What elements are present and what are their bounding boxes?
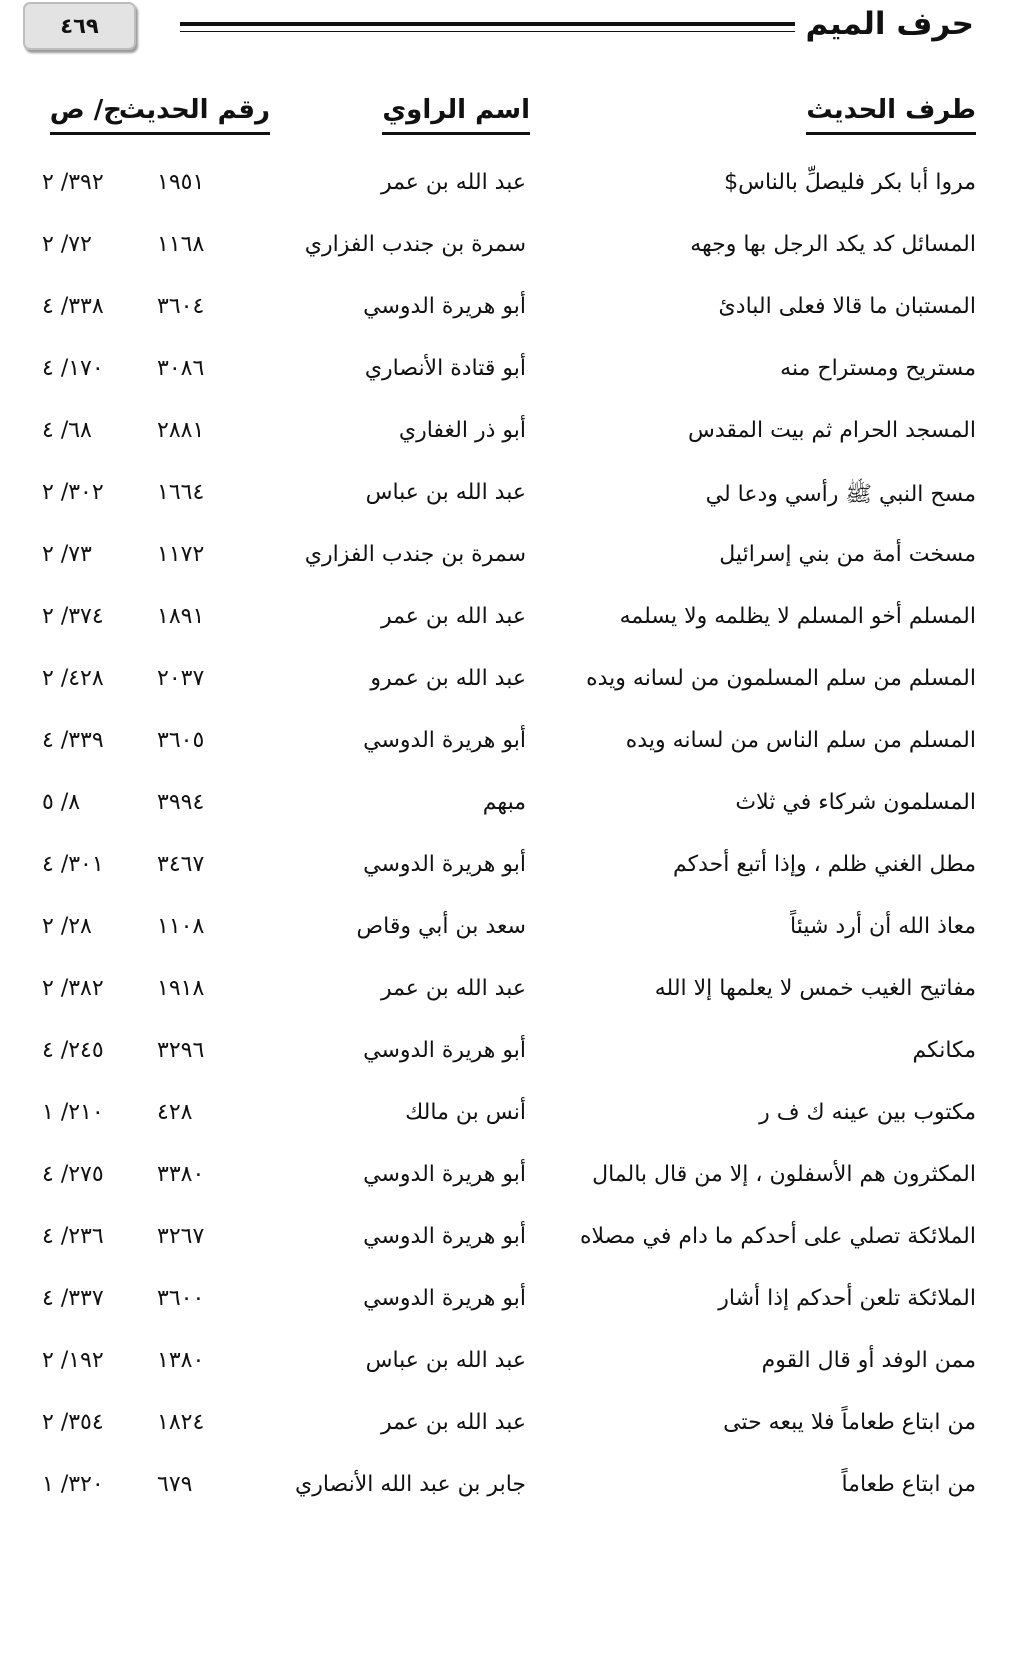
hadith-number: ٣٦٠٤ bbox=[157, 294, 205, 319]
column-header-underline bbox=[806, 132, 976, 135]
column-header-narrator bbox=[382, 95, 530, 125]
volume-page-ref: ٣٩٢/ ٢ bbox=[42, 170, 104, 195]
hadith-number: ١١٦٨ bbox=[157, 232, 205, 257]
table-row bbox=[0, 1150, 1010, 1212]
hadith-number: ٣٦٠٥ bbox=[157, 728, 205, 753]
header-rule-thick bbox=[180, 22, 795, 26]
narrator-name: أبو هريرة الدوسي bbox=[363, 1224, 526, 1249]
hadith-text: مكانكم bbox=[912, 1038, 976, 1063]
narrator-name: عبد الله بن عباس bbox=[365, 480, 526, 505]
volume-page-ref: ٢٨/ ٢ bbox=[42, 914, 92, 939]
hadith-number: ٣٩٩٤ bbox=[157, 790, 205, 815]
table-row bbox=[0, 840, 1010, 902]
hadith-number: ٦٧٩ bbox=[157, 1472, 193, 1497]
narrator-name: عبد الله بن عمر bbox=[380, 170, 526, 195]
hadith-text: مطل الغني ظلم ، وإذا أتبع أحدكم bbox=[673, 852, 976, 877]
column-header-juz-page bbox=[50, 95, 122, 125]
table-row bbox=[0, 1274, 1010, 1336]
column-header-hadith-label: طرف الحديث bbox=[806, 95, 976, 125]
table-row bbox=[0, 592, 1010, 654]
hadith-text: المسلم من سلم المسلمون من لسانه ويده bbox=[586, 666, 976, 691]
narrator-name: أبو هريرة الدوسي bbox=[363, 1038, 526, 1063]
column-headers bbox=[0, 95, 1010, 155]
volume-page-ref: ٢٤٥/ ٤ bbox=[42, 1038, 104, 1063]
table-row bbox=[0, 1212, 1010, 1274]
narrator-name: عبد الله بن عباس bbox=[365, 1348, 526, 1373]
hadith-text: من ابتاع طعاماً فلا يبعه حتى bbox=[723, 1410, 976, 1435]
hadith-number: ٣٤٦٧ bbox=[157, 852, 205, 877]
narrator-name: عبد الله بن عمر bbox=[380, 1410, 526, 1435]
hadith-text: المستبان ما قالا فعلى البادئ bbox=[718, 294, 976, 319]
narrator-name: سعد بن أبي وقاص bbox=[356, 914, 526, 939]
table-row bbox=[0, 468, 1010, 530]
hadith-text: مستريح ومستراح منه bbox=[780, 356, 976, 381]
hadith-text: الملائكة تصلي على أحدكم ما دام في مصلاه bbox=[579, 1224, 976, 1249]
table-row bbox=[0, 1026, 1010, 1088]
hadith-number: ٢٠٣٧ bbox=[157, 666, 205, 691]
narrator-name: عبد الله بن عمرو bbox=[370, 666, 526, 691]
hadith-text: مروا أبا بكر فليصلِّ بالناس$ bbox=[724, 170, 976, 195]
hadith-text: معاذ الله أن أرد شيئاً bbox=[790, 914, 976, 939]
narrator-name: عبد الله بن عمر bbox=[380, 604, 526, 629]
volume-page-ref: ٨/ ٥ bbox=[42, 790, 81, 815]
hadith-number: ١٩٥١ bbox=[157, 170, 205, 195]
column-header-number-label: رقم الحديث bbox=[118, 95, 270, 125]
volume-page-ref: ٢١٠/ ١ bbox=[42, 1100, 104, 1125]
table-row bbox=[0, 282, 1010, 344]
hadith-text: مفاتيح الغيب خمس لا يعلمها إلا الله bbox=[654, 976, 976, 1001]
volume-page-ref: ٣٥٤/ ٢ bbox=[42, 1410, 104, 1435]
narrator-name: أبو هريرة الدوسي bbox=[363, 294, 526, 319]
hadith-text: المسجد الحرام ثم بيت المقدس bbox=[688, 418, 976, 443]
column-header-narrator-label: اسم الراوي bbox=[382, 95, 530, 125]
hadith-text: المكثرون هم الأسفلون ، إلا من قال بالمال bbox=[592, 1162, 976, 1187]
volume-page-ref: ٣٣٩/ ٤ bbox=[42, 728, 104, 753]
column-header-underline bbox=[382, 132, 530, 135]
table-row bbox=[0, 1088, 1010, 1150]
narrator-name: أبو هريرة الدوسي bbox=[363, 852, 526, 877]
table-row bbox=[0, 964, 1010, 1026]
table-row bbox=[0, 530, 1010, 592]
hadith-number: ٣٢٩٦ bbox=[157, 1038, 205, 1063]
volume-page-ref: ٦٨/ ٤ bbox=[42, 418, 92, 443]
volume-page-ref: ٣٧٤/ ٢ bbox=[42, 604, 104, 629]
hadith-number: ٤٢٨ bbox=[157, 1100, 193, 1125]
narrator-name: جابر بن عبد الله الأنصاري bbox=[294, 1472, 526, 1497]
header-rule-thin bbox=[180, 31, 795, 32]
table-row bbox=[0, 654, 1010, 716]
volume-page-ref: ٧٢/ ٢ bbox=[42, 232, 92, 257]
volume-page-ref: ٣٠٢/ ٢ bbox=[42, 480, 104, 505]
narrator-name: أبو ذر الغفاري bbox=[398, 418, 526, 443]
hadith-text: مسح النبي ﷺ رأسي ودعا لي bbox=[705, 482, 976, 507]
narrator-name: سمرة بن جندب الفزاري bbox=[304, 232, 526, 257]
column-header-underline bbox=[119, 132, 270, 135]
hadith-text: المسائل كد يكد الرجل بها وجهه bbox=[690, 232, 976, 257]
narrator-name: أنس بن مالك bbox=[405, 1100, 526, 1125]
page-number-badge: ٤٦٩ bbox=[23, 2, 136, 50]
volume-page-ref: ١٧٠/ ٤ bbox=[42, 356, 104, 381]
narrator-name: أبو هريرة الدوسي bbox=[363, 1162, 526, 1187]
narrator-name: أبو هريرة الدوسي bbox=[363, 728, 526, 753]
table-row bbox=[0, 716, 1010, 778]
table-row bbox=[0, 220, 1010, 282]
hadith-number: ٣٦٠٠ bbox=[157, 1286, 205, 1311]
volume-page-ref: ٣٢٠/ ١ bbox=[42, 1472, 104, 1497]
hadith-text: المسلم من سلم الناس من لسانه ويده bbox=[625, 728, 976, 753]
hadith-number: ٣٢٦٧ bbox=[157, 1224, 205, 1249]
hadith-number: ١٩١٨ bbox=[157, 976, 205, 1001]
hadith-number: ١٣٨٠ bbox=[157, 1348, 205, 1373]
narrator-name: سمرة بن جندب الفزاري bbox=[304, 542, 526, 567]
hadith-number: ١١٠٨ bbox=[157, 914, 205, 939]
column-header-hadith bbox=[806, 95, 976, 125]
hadith-number: ١٨٩١ bbox=[157, 604, 205, 629]
narrator-name: مبهم bbox=[482, 790, 526, 815]
table-row bbox=[0, 1460, 1010, 1522]
volume-page-ref: ٣٣٧/ ٤ bbox=[42, 1286, 104, 1311]
table-row bbox=[0, 344, 1010, 406]
narrator-name: عبد الله بن عمر bbox=[380, 976, 526, 1001]
table-row bbox=[0, 1336, 1010, 1398]
hadith-text: المسلم أخو المسلم لا يظلمه ولا يسلمه bbox=[619, 604, 976, 629]
hadith-number: ١٨٢٤ bbox=[157, 1410, 205, 1435]
narrator-name: أبو هريرة الدوسي bbox=[363, 1286, 526, 1311]
volume-page-ref: ٧٣/ ٢ bbox=[42, 542, 92, 567]
hadith-number: ١١٧٢ bbox=[157, 542, 205, 567]
narrator-name: أبو قتادة الأنصاري bbox=[364, 356, 526, 381]
page-header bbox=[0, 0, 1010, 60]
column-header-juz-page-label: ج/ ص bbox=[49, 95, 122, 125]
volume-page-ref: ٣٨٢/ ٢ bbox=[42, 976, 104, 1001]
hadith-text: من ابتاع طعاماً bbox=[841, 1472, 976, 1497]
hadith-text: ممن الوفد أو قال القوم bbox=[761, 1348, 976, 1373]
table-row bbox=[0, 778, 1010, 840]
volume-page-ref: ٣٣٨/ ٤ bbox=[42, 294, 104, 319]
table-row bbox=[0, 158, 1010, 220]
volume-page-ref: ٤٢٨/ ٢ bbox=[42, 666, 104, 691]
hadith-number: ٣٣٨٠ bbox=[157, 1162, 205, 1187]
hadith-text: المسلمون شركاء في ثلاث bbox=[735, 790, 976, 815]
column-header-underline bbox=[50, 132, 122, 135]
table-row bbox=[0, 902, 1010, 964]
table-row bbox=[0, 406, 1010, 468]
volume-page-ref: ٢٣٦/ ٤ bbox=[42, 1224, 104, 1249]
hadith-text: مسخت أمة من بني إسرائيل bbox=[719, 542, 976, 567]
column-header-number bbox=[119, 95, 270, 125]
hadith-number: ١٦٦٤ bbox=[157, 480, 205, 505]
chapter-title: حرف الميم bbox=[805, 6, 974, 42]
hadith-text: مكتوب بين عينه ك ف ر bbox=[759, 1100, 976, 1125]
volume-page-ref: ٣٠١/ ٤ bbox=[42, 852, 104, 877]
volume-page-ref: ٢٧٥/ ٤ bbox=[42, 1162, 104, 1187]
table-row bbox=[0, 1398, 1010, 1460]
volume-page-ref: ١٩٢/ ٢ bbox=[42, 1348, 104, 1373]
hadith-text: الملائكة تلعن أحدكم إذا أشار bbox=[718, 1286, 976, 1311]
hadith-number: ٢٨٨١ bbox=[157, 418, 205, 443]
index-table-body bbox=[0, 158, 1010, 1522]
hadith-number: ٣٠٨٦ bbox=[157, 356, 205, 381]
